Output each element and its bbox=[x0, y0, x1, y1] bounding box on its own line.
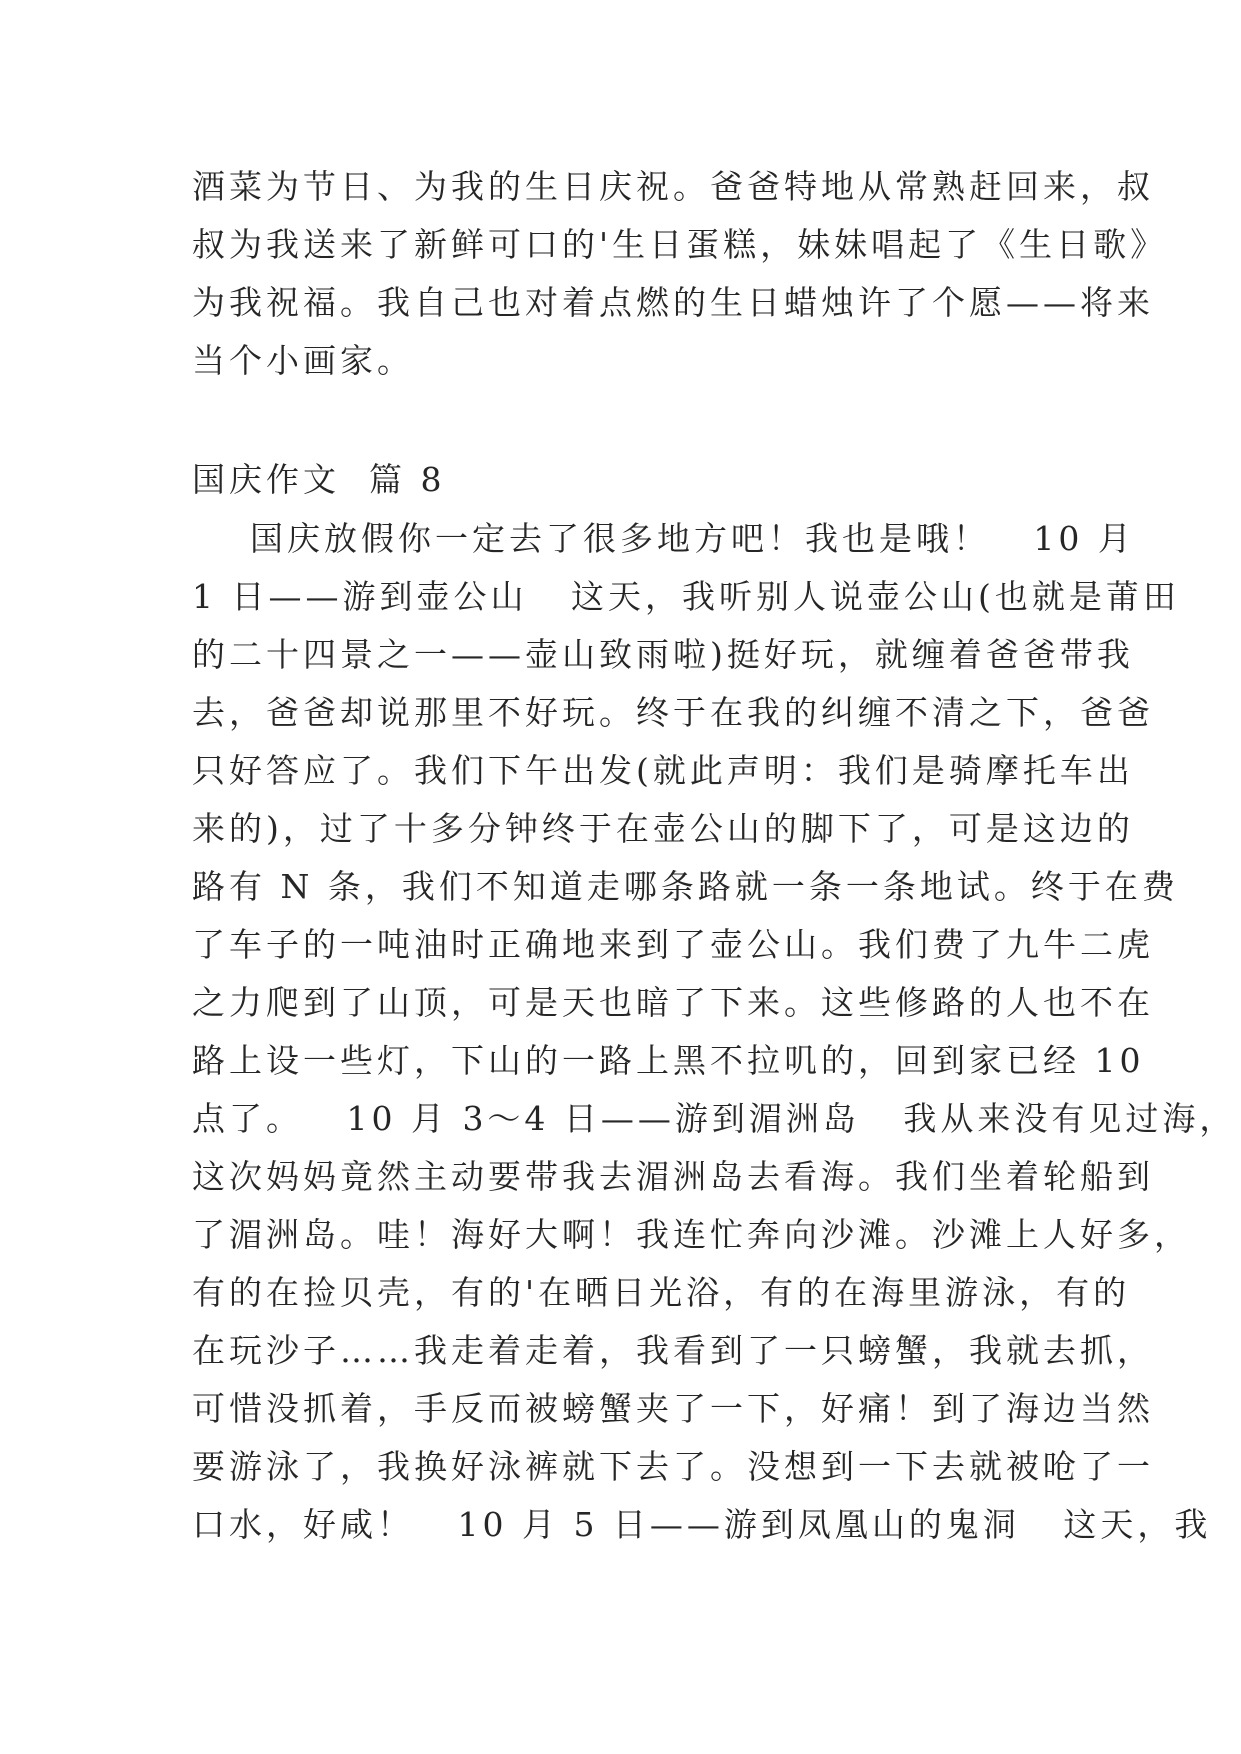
essay-body bbox=[192, 510, 1237, 1554]
text-line: 的二十四景之一——壶山致雨啦)挺好玩，就缠着爸爸带我 bbox=[192, 635, 1134, 674]
text-line: 路有 N 条，我们不知道走哪条路就一条一条地试。终于在费 bbox=[192, 867, 1179, 906]
text-line: 口水，好咸！ 10 月 5 日——游到凤凰山的鬼洞 这天，我 bbox=[192, 1505, 1212, 1544]
essay-section-8 bbox=[192, 450, 1237, 1554]
text-line: 来的)，过了十多分钟终于在壶公山的脚下了，可是这边的 bbox=[192, 809, 1134, 848]
text-line: 这次妈妈竟然主动要带我去湄洲岛去看海。我们坐着轮船到 bbox=[192, 1157, 1154, 1196]
text-line: 路上设一些灯，下山的一路上黑不拉叽的，回到家已经 10 bbox=[192, 1041, 1145, 1080]
text-line: 可惜没抓着，手反而被螃蟹夹了一下，好痛！到了海边当然 bbox=[192, 1389, 1154, 1428]
text-line: 了湄洲岛。哇！海好大啊！我连忙奔向沙滩。沙滩上人好多， bbox=[192, 1215, 1191, 1254]
text-line: 点了。 10 月 3～4 日——游到湄洲岛 我从来没有见过海， bbox=[192, 1099, 1237, 1138]
text-line: 酒菜为节日、为我的生日庆祝。爸爸特地从常熟赶回来，叔 bbox=[192, 167, 1154, 206]
text-line: 要游泳了，我换好泳裤就下去了。没想到一下去就被呛了一 bbox=[192, 1447, 1154, 1486]
text-line: 1 日——游到壶公山 这天，我听别人说壶公山(也就是莆田 bbox=[192, 577, 1180, 616]
text-line: 之力爬到了山顶，可是天也暗了下来。这些修路的人也不在 bbox=[192, 983, 1154, 1022]
text-line: 有的在捡贝壳，有的'在晒日光浴，有的在海里游泳，有的 bbox=[192, 1273, 1131, 1312]
text-line: 只好答应了。我们下午出发(就此声明：我们是骑摩托车出 bbox=[192, 751, 1134, 790]
text-line: 为我祝福。我自己也对着点燃的生日蜡烛许了个愿——将来 bbox=[192, 283, 1154, 322]
text-line: 叔为我送来了新鲜可口的'生日蛋糕，妹妹唱起了《生日歌》 bbox=[192, 225, 1168, 264]
text-line: 在玩沙子……我走着走着，我看到了一只螃蟹，我就去抓， bbox=[192, 1331, 1154, 1370]
text-line: 了车子的一吨油时正确地来到了壶公山。我们费了九牛二虎 bbox=[192, 925, 1154, 964]
text-line: 当个小画家。 bbox=[192, 341, 414, 380]
text-line: 国庆放假你一定去了很多地方吧！我也是哦！ 10 月 bbox=[192, 519, 1135, 558]
section-title: 国庆作文 篇 8 bbox=[192, 460, 446, 499]
text-line: 去，爸爸却说那里不好玩。终于在我的纠缠不清之下，爸爸 bbox=[192, 693, 1154, 732]
previous-essay-paragraph bbox=[192, 158, 1168, 390]
